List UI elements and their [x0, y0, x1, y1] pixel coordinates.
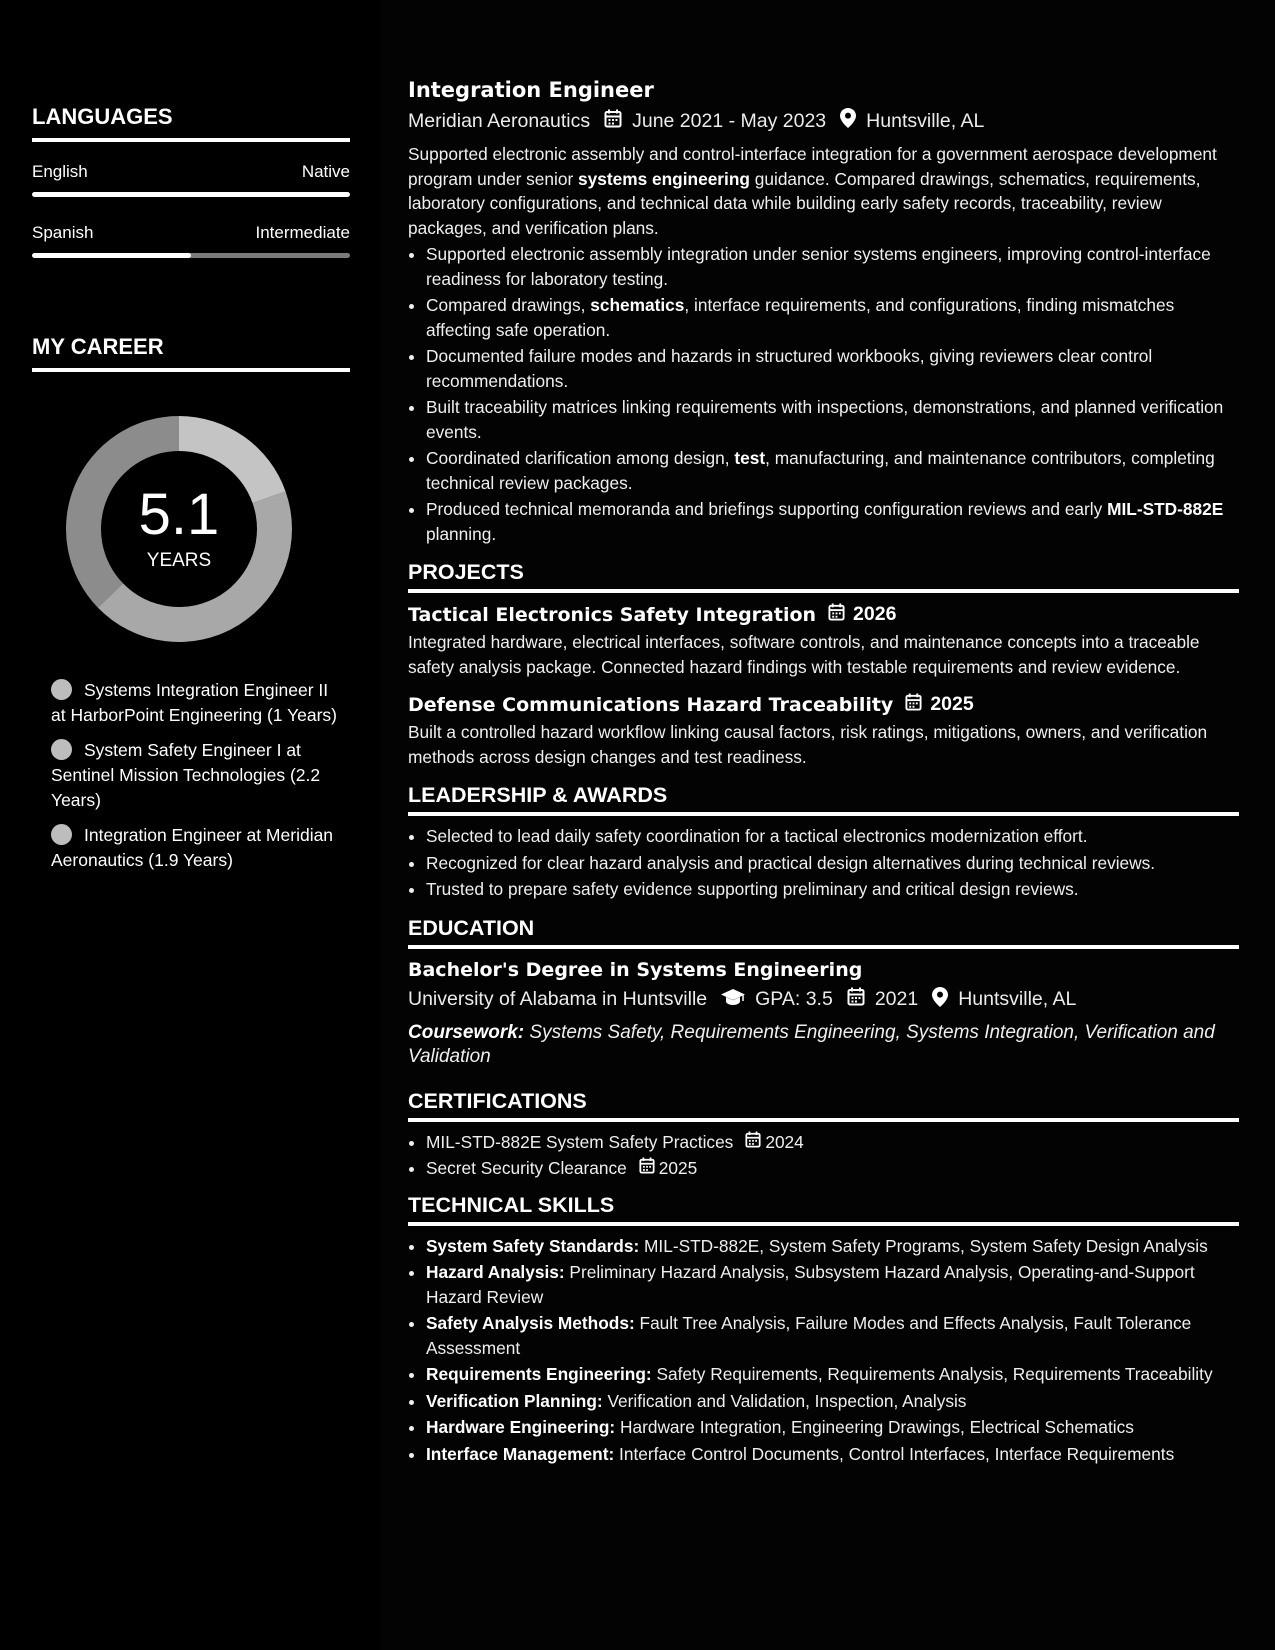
- language-item: [32, 162, 380, 197]
- skill-item: • Safety Analysis Methods: Fault Tree Analysis, Failure Modes and Effects Analysis, Fault Tolerance Assessment: [426, 1311, 1239, 1360]
- career-legend-label: System Safety Engineer I at Sentinel Mission Technologies (2.2 Years): [51, 740, 321, 810]
- project-description: Integrated hardware, electrical interfaces, software controls, and maintenance concepts into a traceable safety analysis package. Connected hazard findings with testable requirements and review evidence.: [408, 632, 1200, 677]
- career-title: MY CAREER: [32, 334, 350, 372]
- education-meta: [408, 987, 1239, 1013]
- leadership-item: • Recognized for clear hazard analysis and practical design alternatives during technical reviews.: [426, 851, 1239, 876]
- career-legend: [51, 678, 341, 873]
- certification-year: 2024: [765, 1131, 804, 1152]
- calendar-icon: [828, 603, 845, 626]
- certification-item: [426, 1156, 1239, 1181]
- project-title-row: [408, 603, 1239, 626]
- education-section: [408, 916, 1239, 1069]
- education-title: EDUCATION: [408, 916, 1239, 949]
- projects-title: PROJECTS: [408, 560, 1239, 593]
- legend-dot-icon: [51, 679, 72, 700]
- leadership-item: • Trusted to prepare safety evidence supporting preliminary and critical design reviews.: [426, 877, 1239, 902]
- career-legend-item: [51, 823, 341, 873]
- map-pin-icon: [840, 108, 856, 134]
- certifications-section: [408, 1089, 1239, 1181]
- certification-item: [426, 1130, 1239, 1155]
- job-dates: June 2021 - May 2023: [632, 109, 827, 132]
- career-legend-item: [51, 738, 341, 813]
- career-donut-chart: [66, 416, 292, 642]
- skills-title: TECHNICAL SKILLS: [408, 1193, 1239, 1226]
- certifications-list: [408, 1130, 1239, 1181]
- skills-section: [408, 1193, 1239, 1467]
- language-name: Spanish: [32, 223, 94, 242]
- calendar-icon: [745, 1130, 761, 1155]
- skill-item: • Hazard Analysis: Preliminary Hazard Analysis, Subsystem Hazard Analysis, Operating-and-Support Hazard Review: [426, 1260, 1239, 1309]
- language-level: Intermediate: [255, 223, 350, 242]
- language-level-fill: [32, 253, 191, 258]
- languages-title: LANGUAGES: [32, 104, 350, 142]
- job-bullet: • Built traceability matrices linking requirements with inspections, demonstrations, and planned verification events.: [426, 395, 1239, 444]
- language-item: [32, 223, 380, 258]
- project-year: 2026: [853, 603, 897, 625]
- project-title: Defense Communications Hazard Traceability: [408, 693, 894, 716]
- job-bullets: [408, 242, 1239, 546]
- certification-year: 2025: [658, 1158, 698, 1178]
- skill-item: • Requirements Engineering: Safety Requirements, Requirements Analysis, Requirements Traceability: [426, 1362, 1239, 1387]
- calendar-icon: [847, 987, 865, 1012]
- map-pin-icon: [932, 987, 948, 1013]
- job-bullet: • Produced technical memoranda and briefings supporting configuration reviews and early MIL-STD-882E planning.: [426, 497, 1239, 546]
- job-meta: [408, 108, 1239, 134]
- leadership-item: • Selected to lead daily safety coordination for a tactical electronics modernization effort.: [426, 824, 1239, 849]
- legend-dot-icon: [51, 739, 72, 760]
- career-total-years: 5.1: [138, 482, 220, 547]
- job-title: Integration Engineer: [408, 78, 654, 102]
- language-level-bar: [32, 253, 350, 258]
- career-legend-label: Integration Engineer at Meridian Aeronautics (1.9 Years): [51, 825, 334, 870]
- job-bullet: • Compared drawings, schematics, interface requirements, and configurations, finding mismatches affecting safe operation.: [426, 293, 1239, 342]
- project-description: Built a controlled hazard workflow linking causal factors, risk ratings, mitigations, owners, and verification methods across design changes and test readiness.: [408, 722, 1208, 767]
- job-bullet: • Coordinated clarification among design, test, manufacturing, and maintenance contributors, completing technical review packages.: [426, 446, 1239, 495]
- career-legend-label: Systems Integration Engineer II at HarborPoint Engineering (1 Years): [51, 680, 338, 725]
- calendar-icon: [604, 109, 622, 134]
- gpa: GPA: 3.5: [755, 988, 833, 1010]
- certifications-title: CERTIFICATIONS: [408, 1089, 1239, 1122]
- project-year: 2025: [930, 693, 974, 715]
- certification-name: • MIL-STD-882E System Safety Practices: [426, 1131, 734, 1152]
- graduation-cap-icon: [721, 988, 745, 1012]
- education-location: Huntsville, AL: [958, 988, 1077, 1010]
- skills-list: [408, 1234, 1239, 1467]
- language-level-fill: [32, 192, 350, 197]
- job-company: Meridian Aeronautics: [408, 109, 591, 132]
- job-bullet: • Supported electronic assembly integration under senior systems engineers, improving control-interface readiness for laboratory testing.: [426, 242, 1239, 291]
- certification-name: • Secret Security Clearance: [426, 1158, 627, 1178]
- career-years-unit: YEARS: [146, 550, 212, 571]
- projects-section: [408, 560, 1239, 769]
- experience-entry: [408, 78, 1239, 546]
- leadership-list: [408, 824, 1239, 902]
- main-content: [380, 0, 1275, 1650]
- language-level: Native: [301, 162, 350, 181]
- project-title: Tactical Electronics Safety Integration: [408, 603, 817, 626]
- skill-item: • Verification Planning: Verification and Validation, Inspection, Analysis: [426, 1389, 1239, 1414]
- school-name: University of Alabama in Huntsville: [408, 988, 708, 1010]
- project-title-row: [408, 693, 1239, 716]
- calendar-icon: [905, 693, 922, 716]
- language-level-bar: [32, 192, 350, 197]
- job-summary: Supported electronic assembly and control-interface integration for a government aerospace development program under senior systems engineering guidance. Compared drawings, schematics, requirements, laboratory configurations, and technical data while building early safety records, traceability, review packages, and verification plans.: [408, 144, 1217, 238]
- calendar-icon: [639, 1156, 655, 1181]
- sidebar: [0, 0, 380, 1650]
- graduation-year: 2021: [874, 988, 919, 1010]
- skill-item: • Hardware Engineering: Hardware Integration, Engineering Drawings, Electrical Schematics: [426, 1415, 1239, 1440]
- skill-item: • System Safety Standards: MIL-STD-882E, System Safety Programs, System Safety Design Analysis: [426, 1234, 1239, 1259]
- career-legend-item: [51, 678, 341, 728]
- leadership-section: [408, 783, 1239, 902]
- job-bullet: • Documented failure modes and hazards in structured workbooks, giving reviewers clear control recommendations.: [426, 344, 1239, 393]
- degree-title: Bachelor's Degree in Systems Engineering: [408, 958, 863, 981]
- legend-dot-icon: [51, 824, 72, 845]
- job-location: Huntsville, AL: [866, 109, 985, 132]
- coursework: Coursework: Systems Safety, Requirements Engineering, Systems Integration, Verification and Validation: [408, 1021, 1215, 1067]
- leadership-title: LEADERSHIP & AWARDS: [408, 783, 1239, 816]
- skill-item: • Interface Management: Interface Control Documents, Control Interfaces, Interface Requirements: [426, 1442, 1239, 1467]
- language-name: English: [32, 162, 88, 181]
